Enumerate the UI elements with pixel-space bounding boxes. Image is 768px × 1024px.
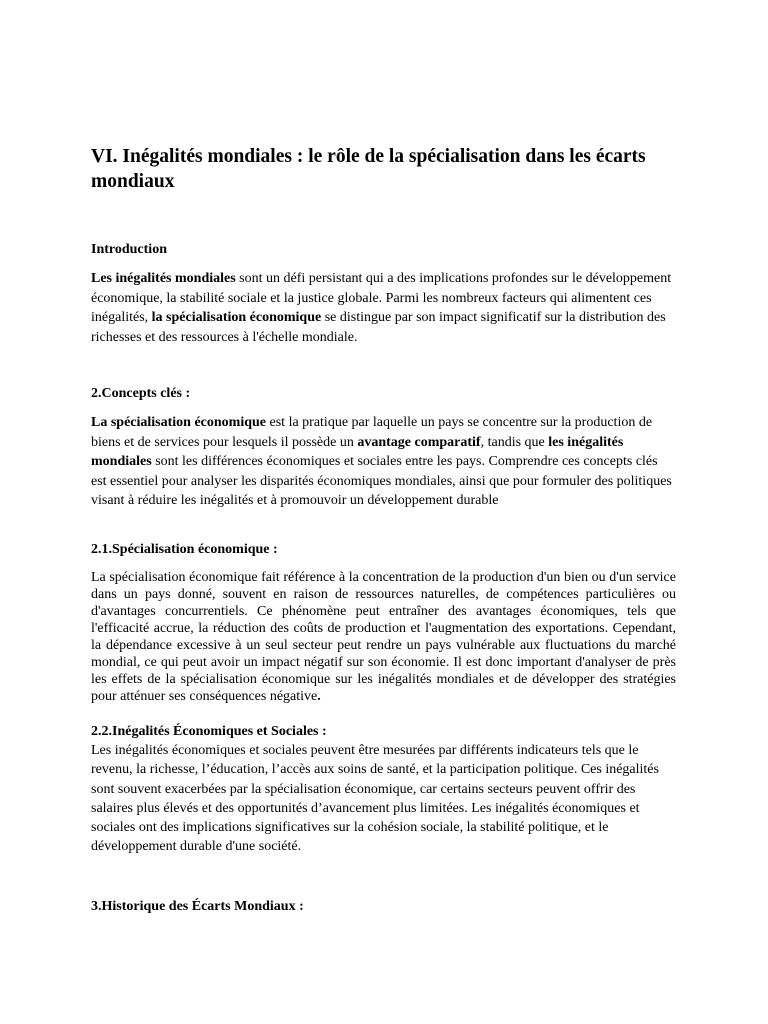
concepts-text-2: , tandis que	[480, 434, 549, 450]
concepts-bold-3: les inégalités mondiales	[91, 434, 624, 469]
historique-heading: 3.Historique des Écarts Mondiaux :	[91, 899, 304, 914]
concepts-bold-1: La spécialisation économique	[91, 415, 267, 430]
specialisation-heading: 2.1.Spécialisation économique :	[91, 542, 278, 557]
document-title: VI. Inégalités mondiales : le rôle de la spécialisation dans les écarts mondiaux	[91, 146, 646, 192]
specialisation-bold-period: .	[317, 689, 321, 704]
intro-text-1: sont un défi persistant qui a des implications profondes sur le développement économique, la stabilité sociale et la justice globale. Parmi les nombreux facteurs qui alimentent ces inégalités,	[91, 271, 672, 325]
concepts-heading: 2.Concepts clés :	[91, 386, 191, 401]
intro-text-2: se distingue par son impact significatif sur la distribution des richesses et des ressources à l'échelle mondiale.	[91, 310, 666, 345]
concepts-paragraph	[91, 413, 676, 511]
intro-bold-1: Les inégalités mondiales	[91, 271, 236, 286]
intro-heading: Introduction	[91, 242, 167, 257]
intro-bold-2: la spécialisation économique	[151, 310, 322, 325]
concepts-text-3: sont les différences économiques et sociales entre les pays. Comprendre ces concepts clés est essentiel pour analyser les disparités économiques mondiales, ainsi que pour formuler des politiques visant à réduire les inégalités et à promouvoir un développement durable	[91, 454, 672, 508]
inegalites-paragraph: Les inégalités économiques et sociales peuvent être mesurées par différents indicateurs tels que le revenu, la richesse, l’éducation, l’accès aux soins de santé, et la participation politique. Ces inégalités sont souvent exacerbées par la spécialisation économique, car certains secteurs peuvent offrir des salaires plus élevés et des opportunités d’avancement plus limitées. Les inégalités économiques et sociales ont des implications significatives sur la cohésion sociale, la stabilité politique, et le développement durable d'une société.	[91, 743, 659, 855]
intro-paragraph	[91, 269, 676, 347]
inegalites-heading: 2.2.Inégalités Économiques et Sociales :	[91, 724, 327, 739]
concepts-bold-2: avantage comparatif	[357, 434, 481, 450]
specialisation-paragraph	[91, 569, 676, 705]
specialisation-text: La spécialisation économique fait référence à la concentration de la production d'un bien ou d'un service dans un pays donné, souvent en raison de ressources naturelles, de compétences particulières ou d'avantages concurrentiels. Ce phénomène peut entraîner des avantages économiques, tels que l'efficacité accrue, la réduction des coûts de production et l'augmentation des exportations. Cependant, la dépendance excessive à un seul secteur peut rendre un pays vulnérable aux fluctuations du marché mondial, ce qui peut avoir un impact négatif sur son économie. Il est donc important d'analyser de près les effets de la spécialisation économique sur les inégalités mondiales et de développer des stratégies pour atténuer ses conséquences négative	[91, 570, 676, 704]
concepts-text-1: est la pratique par laquelle un pays se concentre sur la production de biens et de services pour lesquels il possède un	[91, 415, 653, 450]
